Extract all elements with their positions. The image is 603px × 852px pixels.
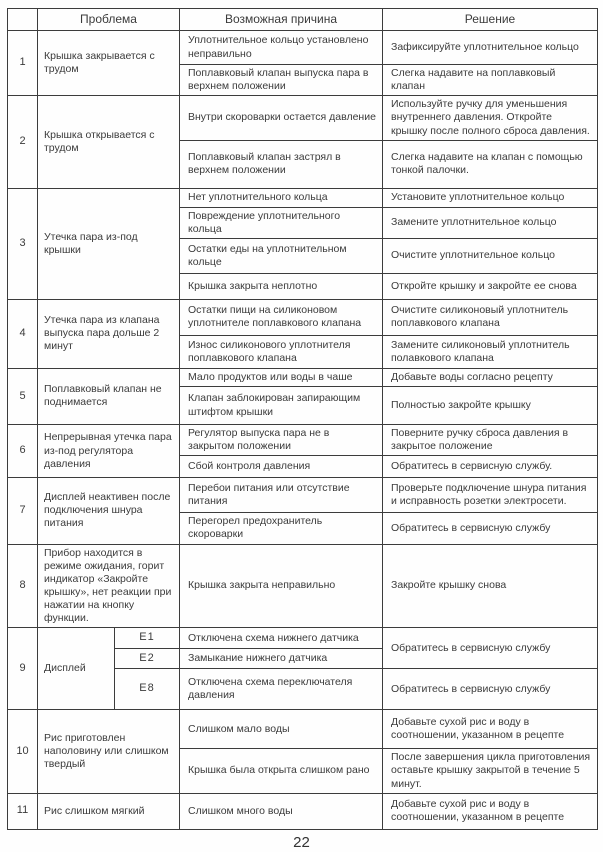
cause-cell: Повреждение уплотнительного кольца	[180, 207, 383, 238]
problem-cell: Дисплей	[38, 628, 115, 710]
cause-cell: Поплавковый клапан выпуска пара в верхнем положении	[180, 65, 383, 96]
row-number: 5	[8, 368, 38, 424]
cause-cell: Отключена схема переключателя давления	[180, 669, 383, 710]
cause-cell: Поплавковый клапан застрял в верхнем положении	[180, 140, 383, 188]
solution-cell: После завершения цикла приготовления оставьте крышку закрытой в течение 5 минут.	[383, 749, 598, 793]
row-number: 9	[8, 628, 38, 710]
problem-cell: Утечка пара из-под крышки	[38, 188, 180, 299]
cause-cell: Остатки пищи на силиконовом уплотнителе поплавкового клапана	[180, 299, 383, 335]
problem-cell: Непрерывная утечка пара из-под регулятора давления	[38, 425, 180, 478]
problem-cell: Поплавковый клапан не поднимается	[38, 368, 180, 424]
row-number: 11	[8, 793, 38, 829]
problem-cell: Утечка пара из клапана выпуска пара дольше 2 минут	[38, 299, 180, 368]
cause-cell: Слишком много воды	[180, 793, 383, 829]
cause-cell: Отключена схема нижнего датчика	[180, 628, 383, 649]
solution-cell: Добавьте воды согласно рецепту	[383, 368, 598, 386]
cause-cell: Уплотнительное кольцо установлено неправильно	[180, 31, 383, 65]
row-number: 10	[8, 710, 38, 793]
solution-cell: Поверните ручку сброса давления в закрытое положение	[383, 425, 598, 456]
cause-cell: Перебои питания или отсутствие питания	[180, 478, 383, 513]
cause-cell: Слишком мало воды	[180, 710, 383, 749]
solution-cell: Откройте крышку и закройте ее снова	[383, 273, 598, 299]
cause-cell: Сбой контроля давления	[180, 456, 383, 478]
row-number: 1	[8, 31, 38, 96]
row-number: 4	[8, 299, 38, 368]
cause-cell: Клапан заблокирован запирающим штифтом крышки	[180, 387, 383, 425]
solution-cell: Обратитесь в сервисную службу	[383, 628, 598, 669]
problem-cell: Дисплей неактивен после подключения шнура питания	[38, 478, 180, 544]
solution-cell: Добавьте сухой рис и воду в соотношении, указанном в рецепте	[383, 710, 598, 749]
cause-cell: Крышка была открыта слишком рано	[180, 749, 383, 793]
row-number: 8	[8, 544, 38, 628]
solution-cell: Установите уплотнительное кольцо	[383, 188, 598, 207]
page-number: 22	[293, 833, 310, 851]
cause-cell: Крышка закрыта неплотно	[180, 273, 383, 299]
cause-cell: Остатки еды на уплотнительном кольце	[180, 238, 383, 273]
solution-cell: Замените силиконовый уплотнитель полавкового клапана	[383, 335, 598, 368]
solution-cell: Замените уплотнительное кольцо	[383, 207, 598, 238]
error-code-cell: E1	[115, 628, 180, 649]
solution-cell: Проверьте подключение шнура питания и исправность розетки электросети.	[383, 478, 598, 513]
error-code-cell: E8	[115, 669, 180, 710]
cause-cell: Замыкание нижнего датчика	[180, 649, 383, 669]
row-number: 6	[8, 425, 38, 478]
solution-cell: Слегка надавите на клапан с помощью тонкой палочки.	[383, 140, 598, 188]
row-number: 2	[8, 96, 38, 188]
solution-cell: Зафиксируйте уплотнительное кольцо	[383, 31, 598, 65]
solution-cell: Обратитесь в сервисную службу	[383, 669, 598, 710]
header-cause: Возможная причина	[180, 9, 383, 31]
cause-cell: Внутри скороварки остается давление	[180, 96, 383, 140]
problem-cell: Крышка закрывается с трудом	[38, 31, 180, 96]
row-number: 3	[8, 188, 38, 299]
solution-cell: Закройте крышку снова	[383, 544, 598, 628]
solution-cell: Полностью закройте крышку	[383, 387, 598, 425]
solution-cell: Слегка надавите на поплавковый клапан	[383, 65, 598, 96]
header-solution: Решение	[383, 9, 598, 31]
problem-cell: Прибор находится в режиме ожидания, горит индикатор «Закройте крышку», нет реакции при нажатии на кнопку функции.	[38, 544, 180, 628]
row-number: 7	[8, 478, 38, 544]
solution-cell: Очистите уплотнительное кольцо	[383, 238, 598, 273]
header-num-blank	[8, 9, 38, 31]
cause-cell: Износ силиконового уплотнителя поплавкового клапана	[180, 335, 383, 368]
cause-cell: Крышка закрыта неправильно	[180, 544, 383, 628]
solution-cell: Обратитесь в сервисную службу.	[383, 456, 598, 478]
problem-cell: Рис приготовлен наполовину или слишком твердый	[38, 710, 180, 793]
problem-cell: Крышка открывается с трудом	[38, 96, 180, 188]
solution-cell: Добавьте сухой рис и воду в соотношении, указанном в рецепте	[383, 793, 598, 829]
cause-cell: Перегорел предохранитель скороварки	[180, 513, 383, 544]
header-problem: Проблема	[38, 9, 180, 31]
cause-cell: Регулятор выпуска пара не в закрытом положении	[180, 425, 383, 456]
solution-cell: Очистите силиконовый уплотнитель поплавкового клапана	[383, 299, 598, 335]
problem-cell: Рис слишком мягкий	[38, 793, 180, 829]
cause-cell: Мало продуктов или воды в чаше	[180, 368, 383, 386]
solution-cell: Используйте ручку для уменьшения внутреннего давления. Откройте крышку после полного сброса давления.	[383, 96, 598, 140]
error-code-cell: E2	[115, 649, 180, 669]
cause-cell: Нет уплотнительного кольца	[180, 188, 383, 207]
solution-cell: Обратитесь в сервисную службу	[383, 513, 598, 544]
troubleshooting-table	[7, 8, 598, 830]
